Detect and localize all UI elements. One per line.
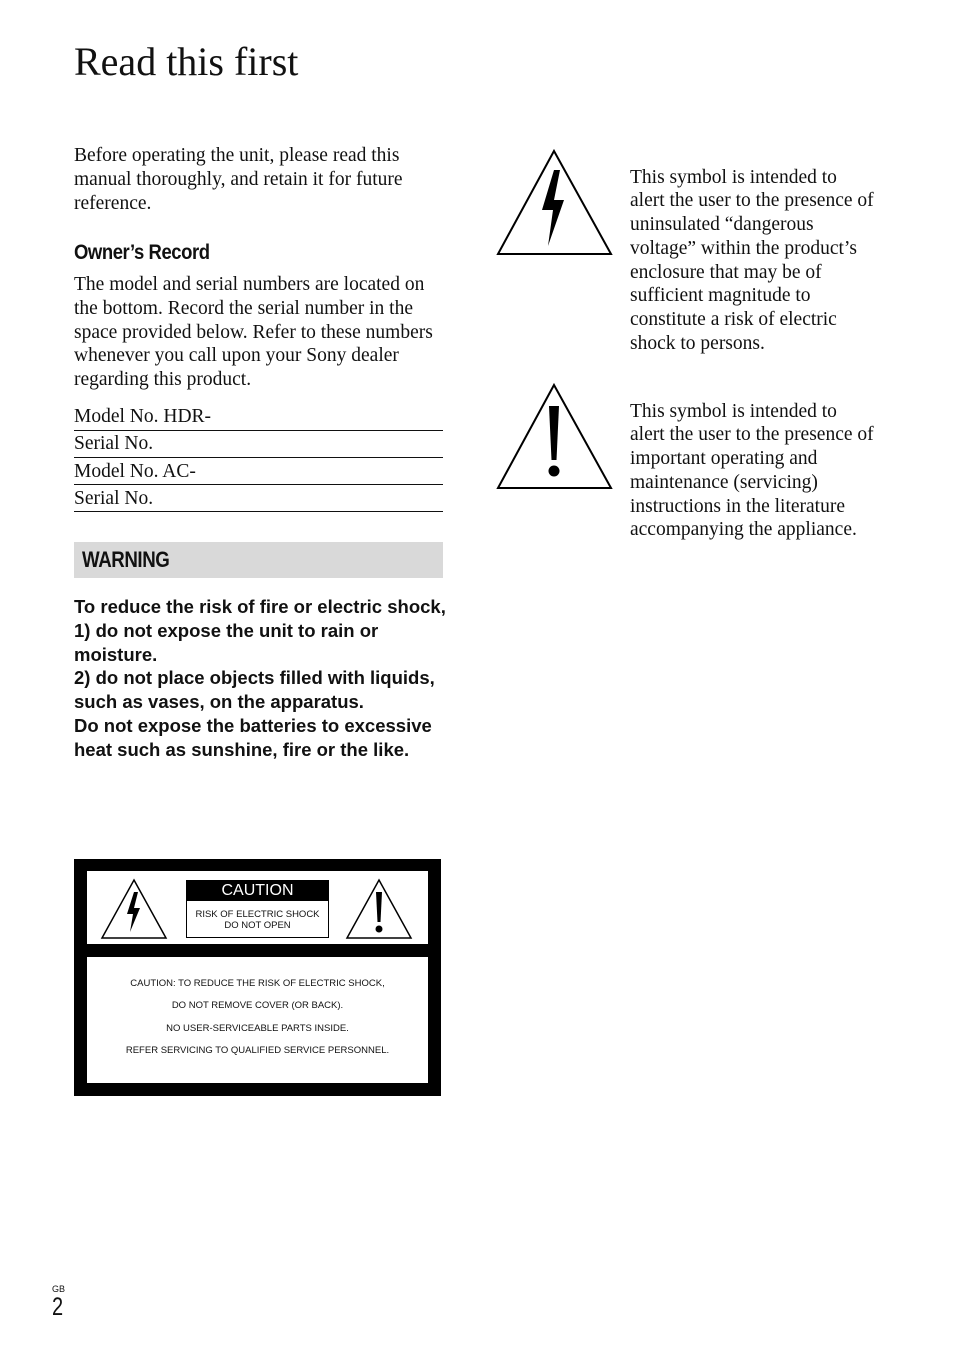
record-row-serial-1: Serial No. — [74, 431, 443, 458]
caution-label-bottom — [87, 957, 428, 1083]
record-table — [74, 404, 443, 512]
intro-text: Before operating the unit, please read this manual thoroughly, and retain it for future reference. — [74, 145, 403, 214]
exclamation-triangle-icon — [496, 382, 614, 492]
caution-label-top — [87, 871, 428, 944]
warning-text — [74, 595, 449, 762]
symbol-description: This symbol is intended to alert the user to the presence of uninsulated “dangerous voltage” within the product’s enclosure that may be of sufficient magnitude to constitute a risk of electric shock to persons. — [630, 166, 874, 355]
symbol-description: This symbol is intended to alert the user to the presence of important operating and maintenance (servicing) instructions in the literature accompanying the appliance. — [630, 400, 874, 541]
record-row-model-ac: Model No. AC- — [74, 459, 443, 486]
caution-box — [186, 880, 329, 938]
warning-line: 2) do not place objects filled with liquids, such as vases, on the apparatus. — [74, 667, 435, 713]
caution-line: CAUTION: TO REDUCE THE RISK OF ELECTRIC SHOCK, — [130, 978, 385, 989]
caution-line: REFER SERVICING TO QUALIFIED SERVICE PERSONNEL. — [125, 1045, 390, 1056]
warning-banner — [74, 542, 443, 578]
warning-line: To reduce the risk of fire or electric shock, — [74, 596, 446, 617]
owners-record-heading: Owner’s Record — [74, 241, 210, 264]
page-title: Read this first — [74, 39, 299, 84]
caution-head: CAUTION — [187, 881, 328, 901]
page-number: 2 — [52, 1293, 64, 1321]
page-region-label: GB — [52, 1284, 66, 1294]
intro-section — [74, 144, 444, 215]
caution-sub2: DO NOT OPEN — [224, 920, 291, 931]
caution-line: NO USER-SERVICEABLE PARTS INSIDE. — [166, 1023, 349, 1034]
warning-title: WARNING — [82, 547, 170, 572]
record-row-serial-2: Serial No. — [74, 486, 443, 513]
record-row-model-hdr: Model No. HDR- — [74, 404, 443, 431]
owners-record-text: The model and serial numbers are located on the bottom. Record the serial number in the space provided below. Refer to these numbers whenever you call upon your Sony dealer regarding this product. — [74, 274, 433, 391]
lightning-triangle-icon — [100, 878, 168, 940]
exclamation-triangle-icon — [345, 878, 413, 940]
warning-line: Do not expose the batteries to excessive heat such as sunshine, fire or the like. — [74, 714, 432, 760]
caution-line: DO NOT REMOVE COVER (OR BACK). — [171, 1000, 344, 1011]
caution-sub1: RISK OF ELECTRIC SHOCK — [195, 909, 320, 920]
lightning-triangle-icon — [496, 148, 614, 258]
warning-line: 1) do not expose the unit to rain or moisture. — [74, 619, 379, 665]
caution-label — [74, 859, 441, 1096]
